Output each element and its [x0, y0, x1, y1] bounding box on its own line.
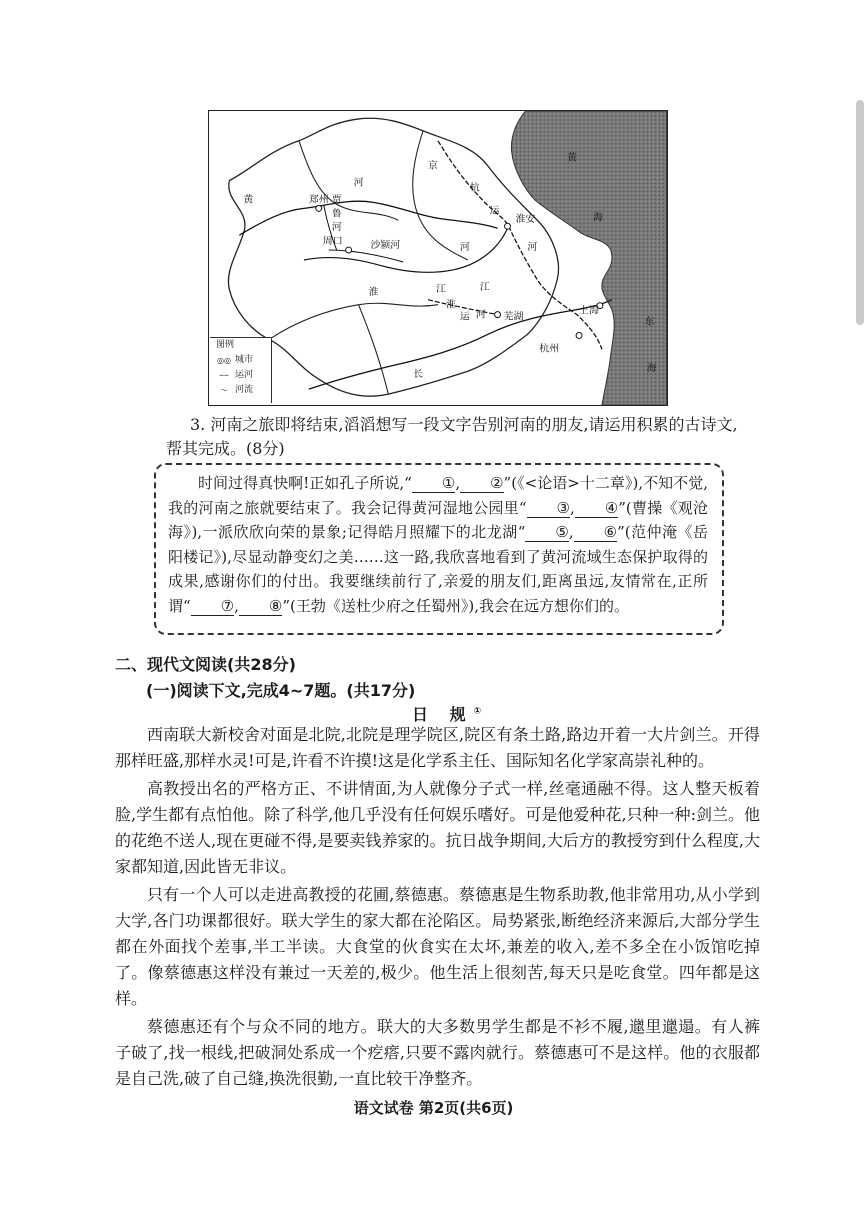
label-jing: 京 — [428, 160, 438, 172]
answer-box — [154, 463, 724, 635]
question-line-1: 3. 河南之旅即将结束,滔滔想写一段文字告别河南的朋友,请运用积累的古诗文, — [190, 415, 738, 434]
section-subtitle: (一)阅读下文,完成4~7题。(共17分) — [146, 681, 416, 700]
legend-city-label: 城市 — [235, 355, 254, 365]
blank-2[interactable]: ② — [460, 474, 503, 493]
city-wuhu — [495, 312, 501, 318]
label-chang: 长 — [413, 369, 424, 381]
label-jia: 贾 — [331, 194, 342, 206]
label-wuhu: 芜湖 — [503, 311, 524, 323]
blank-1[interactable]: ① — [412, 474, 455, 493]
label-huang-sea: 黄 — [567, 152, 578, 164]
city-huaian — [505, 223, 511, 229]
scrollbar[interactable] — [856, 100, 864, 325]
page-footer: 语文试卷 第2页(共6页) — [353, 1099, 514, 1117]
section-title: 二、现代文阅读(共28分) — [115, 655, 296, 674]
label-jiang1: 江 — [436, 283, 446, 295]
box-text-2: , — [455, 474, 461, 492]
label-hangzhou: 杭州 — [539, 343, 560, 355]
blank-7[interactable]: ⑦ — [191, 597, 234, 616]
city-hangzhou — [576, 332, 582, 338]
blank-5[interactable]: ⑤ — [525, 523, 568, 542]
province-line-4 — [359, 305, 389, 394]
box-text-7: ”(范仲淹《岳阳楼记》),尽显动静变幻之美……这一路,我欣喜地看到了黄河流域生态保护取得的成果,感谢你们的付出。我要继续前行了,亲爱的朋友们,距离虽远,友情常在,正所谓“ — [168, 523, 708, 615]
river-symbol-icon: ～ — [220, 386, 228, 395]
province-line-3 — [269, 303, 438, 339]
article-title-footnote: ① — [473, 706, 482, 717]
label-lu: 鲁 — [331, 208, 342, 220]
blank-4[interactable]: ④ — [575, 499, 618, 518]
question-line-2: 帮其完成。(8分) — [166, 439, 285, 458]
label-zhoukou: 周口 — [322, 236, 343, 248]
city-zhoukou — [346, 247, 352, 253]
article-paragraph-4: 蔡德惠还有个与众不同的地方。联大的大多数男学生都是不衫不履,邋里邋遢。有人裤子破了,找一根线,把破洞处系成一个疙瘩,只要不露肉就行。蔡德惠可不是这样。他的衣服都是自己洗,破了自己缝,换洗很勤,一直比较干净整齐。 — [115, 1017, 760, 1088]
article-title-text: 日 规 — [412, 705, 474, 724]
legend-row-river — [216, 383, 271, 398]
label-yun2: 运 — [459, 311, 470, 323]
box-text-6: , — [568, 523, 574, 541]
shaying-river — [329, 250, 403, 262]
label-huang: 黄 — [243, 194, 254, 206]
region-boundary — [228, 118, 558, 396]
blank-8[interactable]: ⑧ — [239, 597, 282, 616]
box-text-5: ”(曹操《观沧海》),一派欣欣向荣的景象;记得皓月照耀下的北龙湖“ — [168, 498, 708, 541]
legend-river-label: 河流 — [235, 385, 254, 395]
label-shanghai: 上海 — [579, 305, 599, 317]
box-text-3: ”(《<论语>十二章》),不知不觉,我的河南之旅就要结束了。我会记得黄河湿地公园里“ — [168, 474, 709, 517]
article-paragraph-3: 只有一个人可以走进高教授的花圃,蔡德惠。蔡德惠是生物系助教,他非常用功,从小学到大学,各门功课都很好。联大学生的家大都在沦陷区。局势紧张,断绝经济来源后,大部分学生都在外面找个差事,半工半读。大食堂的伙食实在太坏,兼差的收入,差不多全在小饭馆吃掉了。像蔡德惠这样没有兼过一天差的,极少。他生活上很刻苦,每天只是吃食堂。四年都是这样。 — [115, 885, 760, 1008]
label-he1: 河 — [353, 177, 364, 189]
label-he5: 河 — [475, 309, 486, 321]
map-figure — [208, 110, 668, 406]
map-drawing — [209, 111, 667, 405]
label-huai: 淮 — [368, 286, 379, 298]
map-legend — [210, 337, 272, 403]
label-shaying: 沙颍河 — [370, 240, 401, 252]
label-yun: 运 — [489, 205, 500, 217]
article-paragraph-1: 西南联大新校舍对面是北院,北院是理学院区,院区有条土路,路边开着一大片剑兰。开得那样旺盛,那样水灵!可是,许看不许摸!这是化学系主任、国际知名化学家高崇礼种的。 — [115, 725, 760, 770]
blank-3[interactable]: ③ — [527, 499, 570, 518]
label-hang: 杭 — [469, 182, 480, 194]
canal-symbol-icon: ┄┄ — [219, 371, 229, 380]
answer-paragraph — [168, 471, 708, 618]
box-text-9: ”(王勃《送杜少府之任蜀州》),我会在远方想你们的。 — [282, 596, 630, 615]
city-zhengzhou — [316, 205, 322, 211]
legend-title: 图例 — [216, 340, 235, 350]
box-text-1: 时间过得真快啊!正如孔子所说,“ — [198, 474, 412, 492]
label-dong: 东 — [644, 316, 655, 328]
yellow-river — [239, 201, 497, 235]
sea-area — [511, 111, 666, 405]
box-text-8: , — [234, 596, 239, 615]
box-text-4: , — [569, 498, 575, 517]
label-hai2: 海 — [646, 363, 657, 375]
article-body — [115, 722, 760, 1094]
article-paragraph-2: 高教授出名的严格方正、不讲情面,为人就像分子式一样,丝毫通融不得。这人整天板着脸,学生都有点怕他。除了科学,他几乎没有任何娱乐嗜好。可是他爱种花,只种一种:剑兰。他的花绝不送人,现在更碰不得,是要卖钱养家的。抗日战争期间,大后方的教授穷到什么程度,大家都知道,因此皆无非议。 — [115, 779, 760, 876]
blank-6[interactable]: ⑥ — [574, 523, 617, 542]
label-he2: 河 — [527, 242, 538, 254]
legend-row-canal — [216, 368, 271, 383]
label-he3: 河 — [331, 222, 342, 234]
legend-row-city — [216, 353, 271, 368]
province-line-2 — [413, 131, 468, 260]
question-3 — [166, 413, 780, 461]
legend-canal-label: 运河 — [235, 370, 254, 380]
label-he4: 河 — [459, 242, 470, 254]
city-symbol-icon: ◎◎ — [217, 356, 231, 365]
label-jiang2: 江 — [479, 281, 490, 293]
label-huaian: 淮安 — [515, 214, 536, 226]
label-huai2: 淮 — [445, 299, 456, 311]
label-hai: 海 — [592, 212, 603, 224]
label-zhengzhou: 郑州 — [308, 194, 329, 206]
province-line-1 — [299, 141, 398, 220]
